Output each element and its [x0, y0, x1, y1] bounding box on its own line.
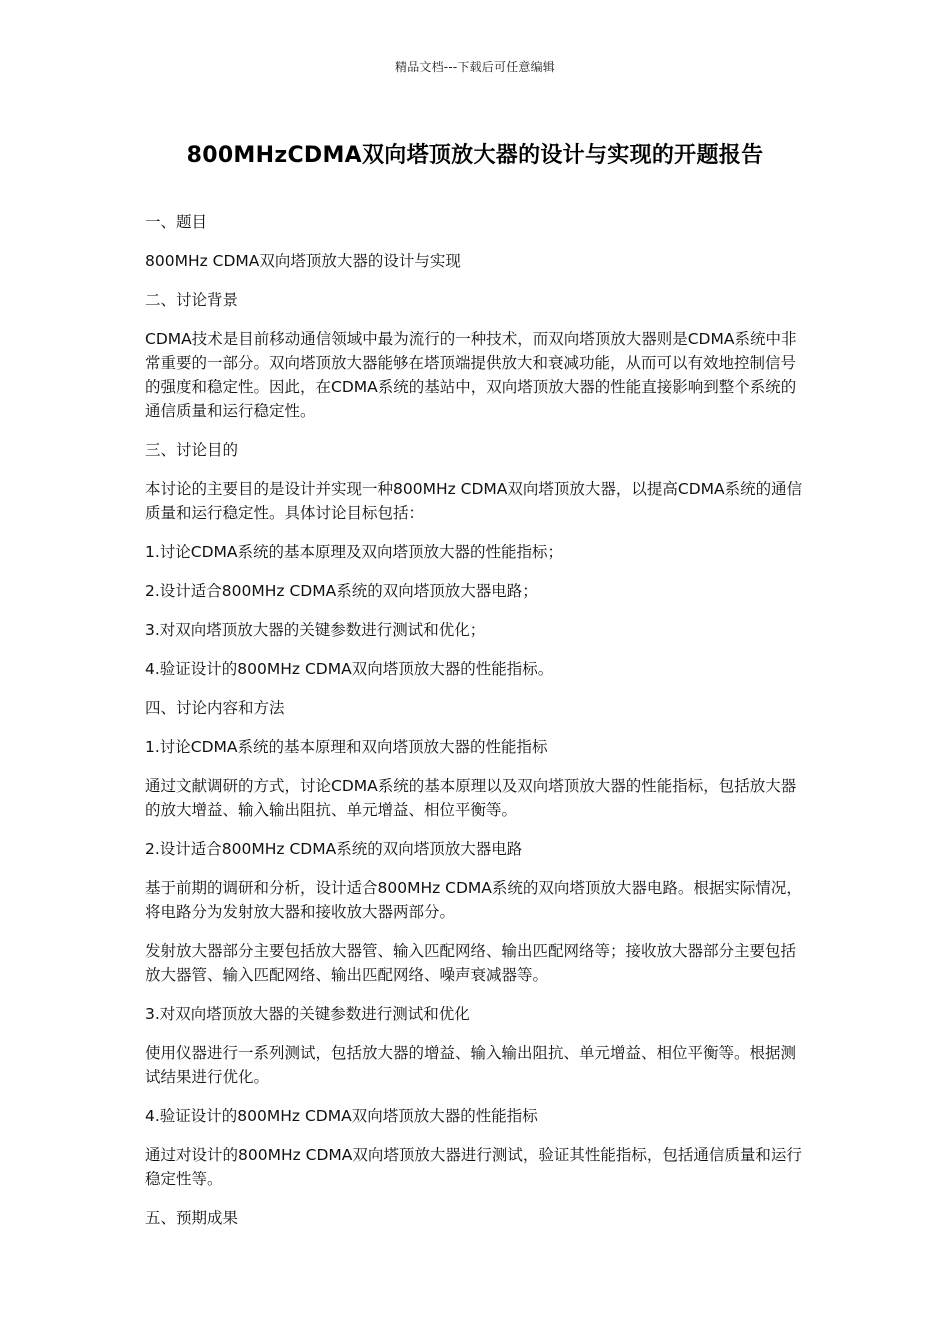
section-heading-topic: 一、题目	[145, 213, 208, 231]
paragraph-purpose: 本讨论的主要目的是设计并实现一种800MHz CDMA双向塔顶放大器，以提高CDMA系统的通信质量和运行稳定性。具体讨论目标包括：	[145, 480, 803, 522]
document-title: 800MHzCDMA双向塔顶放大器的设计与实现的开题报告	[186, 143, 764, 168]
purpose-item-2: 2.设计适合800MHz CDMA系统的双向塔顶放大器电路；	[145, 582, 538, 600]
method-heading-3: 3.对双向塔顶放大器的关键参数进行测试和优化	[145, 1005, 470, 1023]
document-body	[145, 210, 810, 1245]
method-paragraph-1: 通过文献调研的方式，讨论CDMA系统的基本原理以及双向塔顶放大器的性能指标，包括放大器的放大增益、输入输出阻抗、单元增益、相位平衡等。	[145, 777, 797, 819]
section-heading-background: 二、讨论背景	[145, 291, 239, 309]
page-header: 精品文档---下载后可任意编辑	[395, 60, 555, 74]
purpose-item-3: 3.对双向塔顶放大器的关键参数进行测试和优化；	[145, 621, 486, 639]
method-heading-2: 2.设计适合800MHz CDMA系统的双向塔顶放大器电路	[145, 840, 523, 858]
method-paragraph-4: 通过对设计的800MHz CDMA双向塔顶放大器进行测试，验证其性能指标，包括通信质量和运行稳定性等。	[145, 1146, 802, 1188]
paragraph-background: CDMA技术是目前移动通信领域中最为流行的一种技术，而双向塔顶放大器则是CDMA系统中非常重要的一部分。双向塔顶放大器能够在塔顶端提供放大和衰减功能，从而可以有效地控制信号的强度和稳定性。因此，在CDMA系统的基站中，双向塔顶放大器的性能直接影响到整个系统的通信质量和运行稳定性。	[145, 330, 797, 420]
method-heading-1: 1.讨论CDMA系统的基本原理和双向塔顶放大器的性能指标	[145, 738, 548, 756]
purpose-item-1: 1.讨论CDMA系统的基本原理及双向塔顶放大器的性能指标；	[145, 543, 564, 561]
method-paragraph-2a: 基于前期的调研和分析，设计适合800MHz CDMA系统的双向塔顶放大器电路。根据实际情况，将电路分为发射放大器和接收放大器两部分。	[145, 879, 802, 921]
paragraph-topic: 800MHz CDMA双向塔顶放大器的设计与实现	[145, 252, 461, 270]
purpose-item-4: 4.验证设计的800MHz CDMA双向塔顶放大器的性能指标。	[145, 660, 554, 678]
method-paragraph-2b: 发射放大器部分主要包括放大器管、输入匹配网络、输出匹配网络等；接收放大器部分主要包括放大器管、输入匹配网络、输出匹配网络、噪声衰减器等。	[145, 942, 797, 984]
section-heading-content-methods: 四、讨论内容和方法	[145, 699, 285, 717]
section-heading-expected-results: 五、预期成果	[145, 1209, 239, 1227]
method-heading-4: 4.验证设计的800MHz CDMA双向塔顶放大器的性能指标	[145, 1107, 538, 1125]
section-heading-purpose: 三、讨论目的	[145, 441, 239, 459]
method-paragraph-3: 使用仪器进行一系列测试，包括放大器的增益、输入输出阻抗、单元增益、相位平衡等。根据测试结果进行优化。	[145, 1044, 797, 1086]
